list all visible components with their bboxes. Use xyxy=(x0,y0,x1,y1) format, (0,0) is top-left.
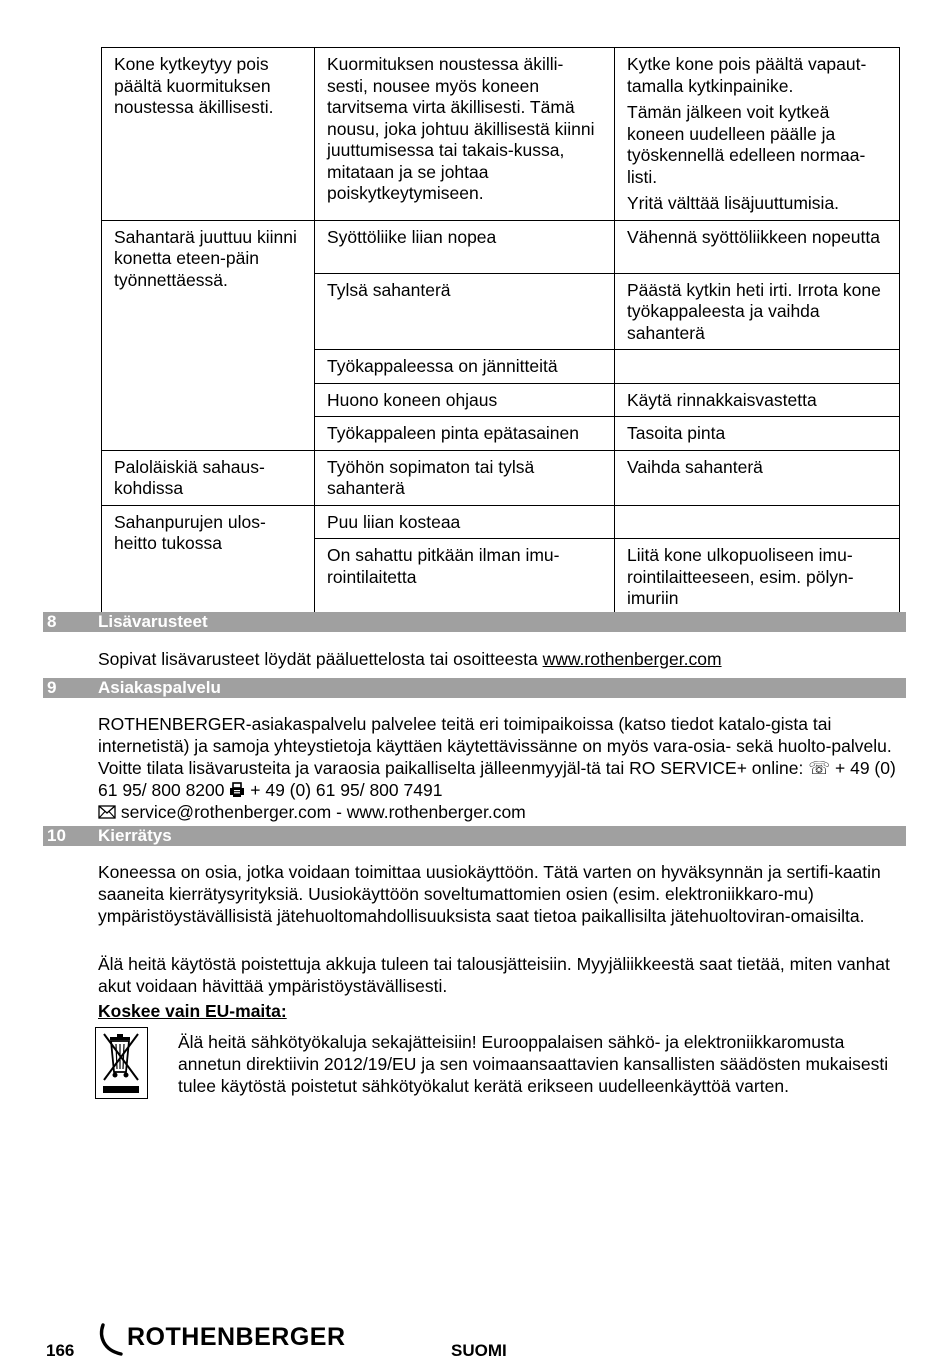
section-title: Asiakaspalvelu xyxy=(98,678,221,697)
remedy-cell: Päästä kytkin heti irti. Irrota kone työkappaleesta ja vaihda sahanterä xyxy=(615,273,900,350)
recycling-paragraph-1: Koneessa on osia, jotka voidaan toimittaa uusiokäyttöön. Tätä varten on hyväksynnän ja sertifi-kaatin saaneita kierrätysyrityksiä. Uusiokäyttöön soveltumattomien osien (esim. elektroniikkaro-mu) ympäristöystävällisistä jätehuoltomahdollisuuksista saat tietoa paikallisilta jätehuoltoviran-omaisilta. xyxy=(98,862,881,926)
phone-number: + 49 (0) 61 95/ 800 8200 xyxy=(98,758,896,800)
eu-directive-text: Älä heitä sähkötyökaluja sekajätteisiin! Eurooppalaisen sähkö- ja elektroniikkaromusta annetun direktiivin 2012/19/EU ja sen voimaansaattavien kansallisten säädösten mukaisesti tulee käytöstä poistetut sähkötyökalut kerätä erikseen uudelleenkäyttöä varten. xyxy=(178,1032,889,1096)
table-row xyxy=(102,48,900,221)
phone-icon: ☏ xyxy=(808,758,831,778)
remedy-cell: Vähennä syöttöliikkeen nopeutta xyxy=(615,220,900,273)
accessories-text xyxy=(98,648,903,670)
brand-logo xyxy=(97,1322,349,1358)
cause-cell: Tylsä sahanterä xyxy=(315,273,615,350)
section-header-recycling xyxy=(43,826,906,846)
customer-service-body: ROTHENBERGER-asiakaspalvelu palvelee teitä eri toimipaikoissa (katso tiedot katalo-gista tai internetistä) ja samoja yhteystietoja käyttäen käytettävissänne on myös vara-osia- sekä huolto-palvelu. Voitte tilata lisävarusteita ja varaosia paikalliselta jälleenmyyjäl-tä tai RO SERVICE+ online: xyxy=(98,714,892,778)
table-row xyxy=(102,220,900,273)
website-link[interactable]: www.rothenberger.com xyxy=(542,649,722,669)
problem-cell: Kone kytkeytyy pois päältä kuormituksen noustessa äkillisesti. xyxy=(102,48,315,221)
problem-cell: Sahantarä juuttuu kiinni konetta eteen-päin työnnettäessä. xyxy=(102,220,315,450)
table-row xyxy=(102,505,900,539)
section-number: 8 xyxy=(47,612,57,631)
cause-cell: Työkappaleessa on jännitteitä xyxy=(315,350,615,384)
cause-cell: Kuormituksen noustessa äkilli-sesti, nousee myös koneen tarvitsema virta äkillisesti. Tämä nousu, joka johtuu äkillisestä kiinni juuttumisessa tai takais-kussa, mitataan ja se johtaa poiskytkeytymiseen. xyxy=(315,48,615,221)
section-header-customer-service xyxy=(43,678,906,698)
accessories-body: Sopivat lisävarusteet löydät pääluettelosta tai osoitteesta xyxy=(98,649,543,669)
fax-icon xyxy=(229,779,245,801)
section-title: Lisävarusteet xyxy=(98,612,208,631)
section-title: Kierrätys xyxy=(98,826,172,845)
page-number: 166 xyxy=(46,1341,75,1360)
problem-cell: Sahanpurujen ulos-heitto tukossa xyxy=(102,505,315,615)
cause-cell: Huono koneen ohjaus xyxy=(315,383,615,417)
remedy-cell: Tasoita pinta xyxy=(615,417,900,451)
remedy-cell xyxy=(615,48,900,221)
troubleshooting-table xyxy=(101,47,900,616)
recycling-paragraph-2: Älä heitä käytöstä poistettuja akkuja tuleen tai talousjätteisiin. Myyjäliikkeestä saat tietää, miten vanhat akut voidaan hävittää ympäristöystävällisesti. xyxy=(98,954,890,996)
cause-cell: Syöttöliike liian nopea xyxy=(315,220,615,273)
remedy-cell: Liitä kone ulkopuoliseen imu-rointilaitteeseen, esim. pölyn-imuriin xyxy=(615,539,900,616)
eu-heading: Koskee vain EU-maita: xyxy=(98,1001,287,1021)
cause-cell: Työhön sopimaton tai tylsä sahanterä xyxy=(315,450,615,505)
problem-cell: Paloläiskiä sahaus-kohdissa xyxy=(102,450,315,505)
remedy-cell xyxy=(615,350,900,384)
section-number: 9 xyxy=(47,678,57,697)
table-row xyxy=(102,450,900,505)
language-label: SUOMI xyxy=(451,1341,507,1360)
remedy-cell: Käytä rinnakkaisvastetta xyxy=(615,383,900,417)
remedy-text: Tämän jälkeen voit kytkeä koneen uudelleen päälle ja työskennellä edelleen normaa-listi. xyxy=(627,102,866,187)
cause-cell: On sahattu pitkään ilman imu-rointilaitetta xyxy=(315,539,615,616)
fax-number: + 49 (0) 61 95/ 800 7491 xyxy=(250,780,443,800)
remedy-cell xyxy=(615,505,900,539)
remedy-text: Kytke kone pois päältä vapaut-tamalla kytkinpainike. xyxy=(627,54,867,96)
cause-cell: Puu liian kosteaa xyxy=(315,505,615,539)
remedy-text: Yritä välttää lisäjuuttumisia. xyxy=(627,193,840,213)
cause-cell: Työkappaleen pinta epätasainen xyxy=(315,417,615,451)
crossed-bin-icon xyxy=(95,1027,148,1099)
email-line[interactable]: service@rothenberger.com - www.rothenberger.com xyxy=(120,802,526,822)
section-header-accessories xyxy=(43,612,906,632)
envelope-icon xyxy=(98,801,116,823)
customer-service-text xyxy=(98,713,903,823)
remedy-cell: Vaihda sahanterä xyxy=(615,450,900,505)
brand-name: ROTHENBERGER xyxy=(127,1323,346,1351)
section-number: 10 xyxy=(47,826,66,845)
